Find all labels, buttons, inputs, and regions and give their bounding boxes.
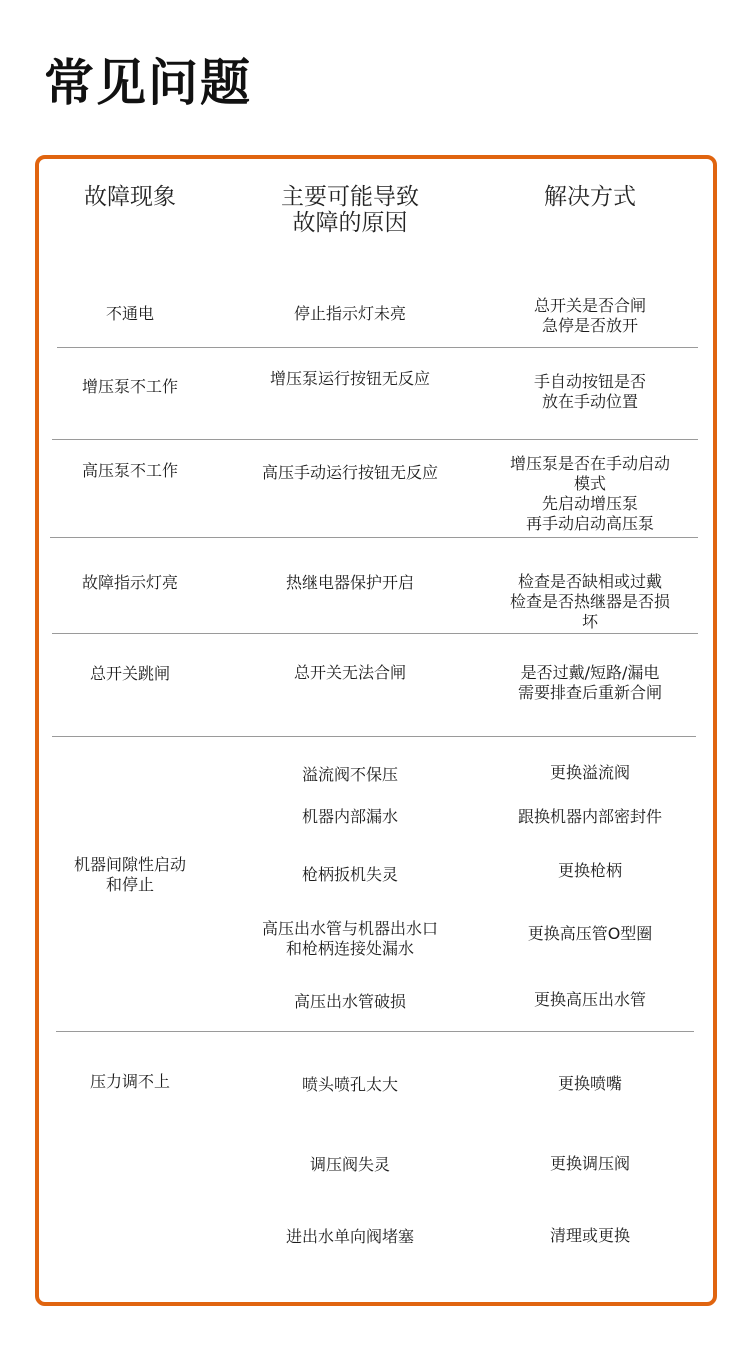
row-cause: 喷头喷孔太大	[301, 1075, 399, 1094]
row-symptom: 总开关跳闸	[89, 664, 171, 683]
row-cause: 进出水单向阀堵塞	[285, 1227, 415, 1246]
row-divider	[50, 537, 698, 538]
row-cause: 总开关无法合闸	[293, 663, 407, 682]
row-solution: 更换高压管O型圈	[527, 924, 653, 943]
row-cause: 高压出水管与机器出水口 和枪柄连接处漏水	[261, 919, 439, 958]
row-cause: 高压出水管破损	[293, 992, 407, 1011]
row-cause: 停止指示灯未亮	[293, 304, 407, 323]
row-cause: 热继电器保护开启	[285, 573, 415, 592]
header-cause: 主要可能导致 故障的原因	[281, 184, 419, 236]
row-cause: 机器内部漏水	[301, 807, 399, 826]
header-solution: 解决方式	[544, 184, 636, 210]
row-cause: 溢流阀不保压	[301, 765, 399, 784]
row-solution: 更换喷嘴	[557, 1074, 623, 1093]
row-solution: 跟换机器内部密封件	[517, 807, 663, 826]
row-solution: 更换溢流阀	[549, 763, 631, 782]
row-solution: 更换高压出水管	[533, 990, 647, 1009]
row-solution: 更换枪柄	[557, 861, 623, 880]
row-divider	[52, 439, 698, 440]
row-divider	[57, 347, 698, 348]
row-cause: 枪柄扳机失灵	[301, 865, 399, 884]
row-solution: 检查是否缺相或过戴 检查是否热继器是否损坏	[510, 572, 671, 631]
row-cause: 增压泵运行按钮无反应	[269, 369, 431, 388]
row-symptom: 故障指示灯亮	[81, 573, 179, 592]
row-solution: 总开关是否合闸 急停是否放开	[533, 296, 647, 335]
row-solution: 是否过戴/短路/漏电 需要排查后重新合闸	[517, 663, 663, 702]
row-divider	[52, 633, 698, 634]
row-solution: 增压泵是否在手动启动模式 先启动增压泵 再手动启动高压泵	[510, 454, 671, 533]
row-solution: 更换调压阀	[549, 1154, 631, 1173]
row-symptom: 高压泵不工作	[81, 461, 179, 480]
row-cause: 调压阀失灵	[309, 1155, 391, 1174]
row-solution: 手自动按钮是否 放在手动位置	[533, 372, 647, 411]
row-solution: 清理或更换	[549, 1226, 631, 1245]
row-symptom: 机器间隙性启动 和停止	[73, 855, 187, 894]
row-divider	[52, 736, 696, 737]
row-cause: 高压手动运行按钮无反应	[261, 463, 439, 482]
page-title: 常见问题	[44, 54, 252, 112]
row-symptom: 不通电	[105, 304, 155, 323]
row-symptom: 增压泵不工作	[81, 377, 179, 396]
header-symptom: 故障现象	[84, 184, 176, 210]
row-symptom: 压力调不上	[89, 1072, 171, 1091]
row-divider	[56, 1031, 694, 1032]
